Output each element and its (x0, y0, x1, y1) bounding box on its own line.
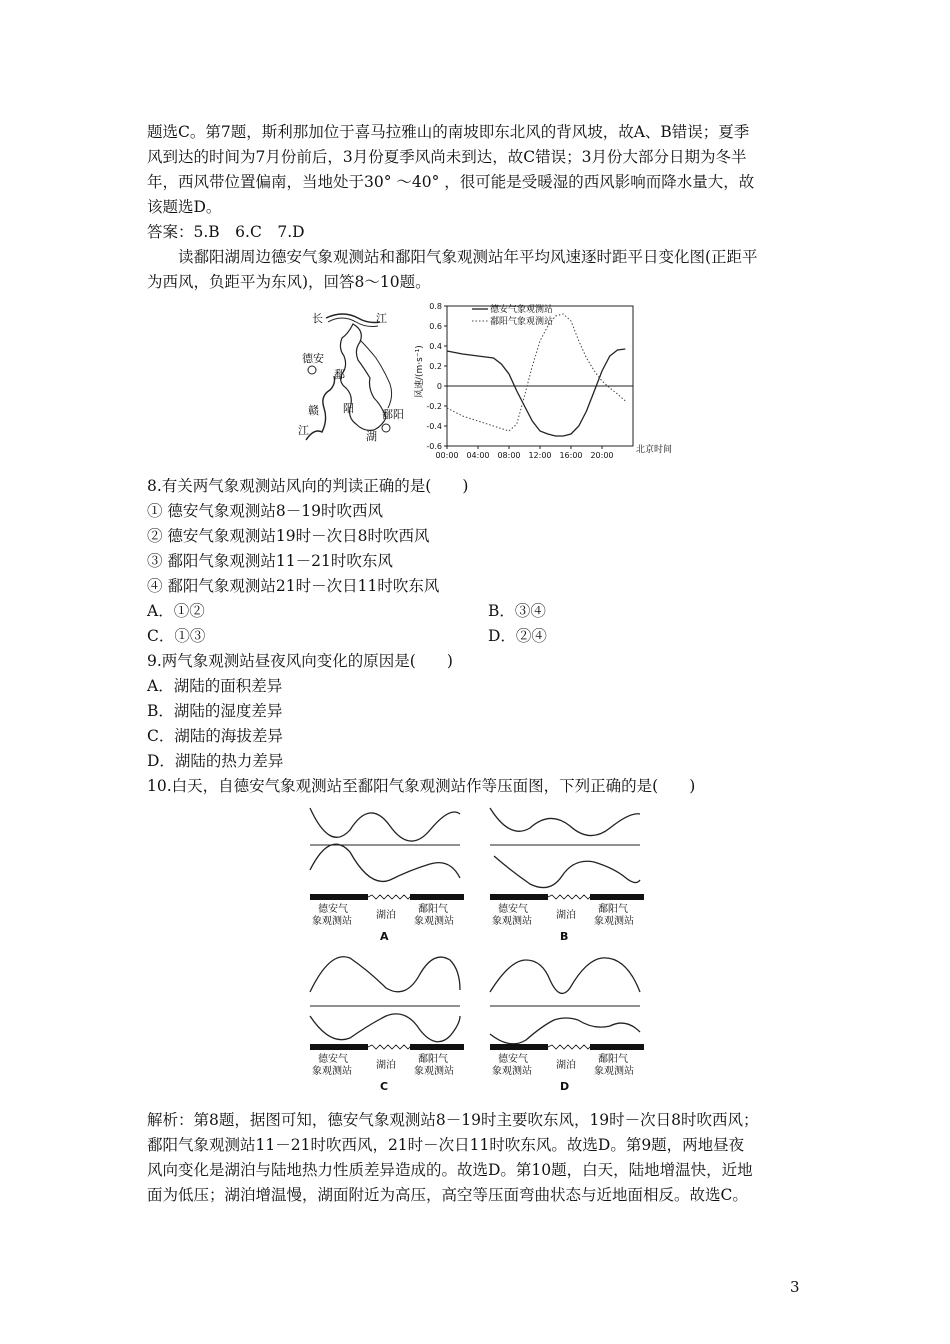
y-tick-label: 0.4 (429, 342, 442, 351)
x-tick-label: 20:00 (590, 451, 614, 460)
q9-option-a: A．湖陆的面积差异 (147, 677, 283, 695)
analysis-line: 鄱阳气象观测站11－21时吹西风，21时－次日11时吹东风。故选D。第9题，两地昼夜 (147, 1136, 745, 1154)
panel-label: 湖泊 (376, 910, 396, 921)
panel-letter: C (380, 1080, 389, 1093)
wind-chart (408, 298, 673, 470)
q9-option-c: C．湖陆的海拔差异 (147, 727, 283, 745)
analysis-line: 面为低压；湖泊增温慢，湖面附近为高压，高空等压面弯曲状态与近地面相反。故选C。 (147, 1186, 748, 1204)
y-tick-label: 0.8 (429, 302, 442, 311)
analysis-line: 风向变化是湖泊与陆地热力性质差异造成的。故选D。第10题，白天，陆地增温快，近地 (147, 1161, 753, 1179)
panel-label: 象观测站 (492, 916, 532, 927)
map-label: 长 (312, 312, 323, 325)
panel-label: 象观测站 (594, 916, 634, 927)
map-label: 德安 (302, 352, 324, 365)
y-tick-label: 0.6 (429, 322, 442, 331)
panel-label: 德安气 (318, 1054, 348, 1065)
q8-option-b: B．③④ (488, 602, 546, 620)
panel-label: 象观测站 (312, 916, 352, 927)
text-line: 年，西风带位置偏南，当地处于30° ～40° ，很可能是受暖湿的西风影响而降水量大，故 (147, 173, 755, 191)
panel-d (490, 958, 644, 1093)
panel-label: 德安气 (498, 1054, 528, 1065)
panel-label: 象观测站 (594, 1066, 634, 1077)
panel-c (310, 957, 464, 1093)
x-tick-label: 16:00 (559, 451, 583, 460)
y-axis-label: 风速/(m·s⁻¹) (415, 345, 425, 398)
x-tick-label: 08:00 (497, 451, 521, 460)
isobar-panels (305, 800, 650, 1095)
plot-frame (447, 306, 633, 446)
q8-option-c: C．①③ (147, 627, 206, 645)
panel-label: 湖泊 (556, 910, 576, 921)
text-line: 题选C。第7题，斯利那加位于喜马拉雅山的南坡即东北风的背风坡，故A、B错误；夏季 (147, 123, 750, 141)
q9-option-b: B．湖陆的湿度差异 (147, 702, 283, 720)
y-tick-label: 0 (436, 382, 442, 391)
x-tick-label: 04:00 (466, 451, 490, 460)
text-line: 风到达的时间为7月份前后，3月份夏季风尚未到达，故C错误；3月份大部分日期为冬半 (147, 148, 747, 166)
intro-line: 为西风，负距平为东风)，回答8～10题。 (147, 273, 431, 291)
map-label: 阳 (343, 402, 354, 415)
panel-label: 鄱阳气 (598, 904, 628, 915)
panel-label: 湖泊 (556, 1060, 576, 1071)
panel-label: 象观测站 (414, 1066, 454, 1077)
y-tick-label: -0.2 (426, 402, 442, 411)
map-label: 湖 (366, 430, 377, 443)
panel-label: 鄱阳气 (418, 1054, 448, 1065)
q8-item: ④ 鄱阳气象观测站21时－次日11时吹东风 (147, 577, 440, 595)
q8-item: ③ 鄱阳气象观测站11－21时吹东风 (147, 552, 393, 570)
map-label: 鄱 (334, 368, 345, 381)
panel-letter: B (560, 930, 569, 943)
panel-label: 象观测站 (414, 916, 454, 927)
legend-label-poyang: 鄱阳气象观测站 (490, 317, 554, 327)
y-tick-label: -0.6 (426, 442, 442, 451)
q9-stem: 9.两气象观测站昼夜风向变化的原因是( ) (147, 652, 453, 670)
panel-letter: D (560, 1080, 570, 1093)
x-axis-label: 北京时间 (636, 445, 673, 455)
map-label: 赣 (308, 404, 319, 417)
q9-option-d: D．湖陆的热力差异 (147, 752, 284, 770)
q10-stem: 10.白天，自德安气象观测站至鄱阳气象观测站作等压面图，下列正确的是( ) (147, 777, 696, 795)
answer-line: 答案：5.B 6.C 7.D (147, 223, 305, 241)
q8-option-a: A．①② (147, 602, 205, 620)
page-number: 3 (790, 1278, 800, 1296)
map-label: 江 (376, 312, 387, 325)
panel-label: 鄱阳气 (418, 904, 448, 915)
intro-line: 读鄱阳湖周边德安气象观测站和鄱阳气象观测站年平均风速逐时距平日变化图(正距平 (178, 248, 758, 266)
panel-label: 象观测站 (312, 1066, 352, 1077)
q8-item: ② 德安气象观测站19时－次日8时吹西风 (147, 527, 430, 545)
panel-label: 德安气 (498, 904, 528, 915)
text-line: 该题选D。 (147, 198, 222, 216)
legend-label-dean: 德安气象观测站 (490, 305, 554, 315)
panel-letter: A (380, 930, 389, 943)
q8-item: ① 德安气象观测站8－19时吹西风 (147, 502, 384, 520)
panel-label: 德安气 (318, 904, 348, 915)
panel-label: 湖泊 (376, 1060, 396, 1071)
map-label: 鄱阳 (382, 408, 404, 421)
analysis-line: 解析：第8题，据图可知，德安气象观测站8－19时主要吹东风，19时－次日8时吹西风； (147, 1111, 759, 1129)
panel-label: 象观测站 (492, 1066, 532, 1077)
y-tick-label: 0.2 (429, 362, 442, 371)
map-label: 江 (298, 424, 309, 437)
q8-stem: 8.有关两气象观测站风向的判读正确的是( ) (147, 477, 469, 495)
x-tick-label: 00:00 (435, 451, 459, 460)
lake-map (298, 300, 413, 450)
panel-label: 鄱阳气 (598, 1054, 628, 1065)
panel-b (490, 808, 644, 943)
series-line-poyang (447, 314, 625, 431)
x-tick-label: 12:00 (528, 451, 552, 460)
panel-a (310, 808, 464, 943)
series-line-dean (447, 349, 625, 436)
y-tick-label: -0.4 (426, 422, 442, 431)
q8-option-d: D．②④ (488, 627, 547, 645)
